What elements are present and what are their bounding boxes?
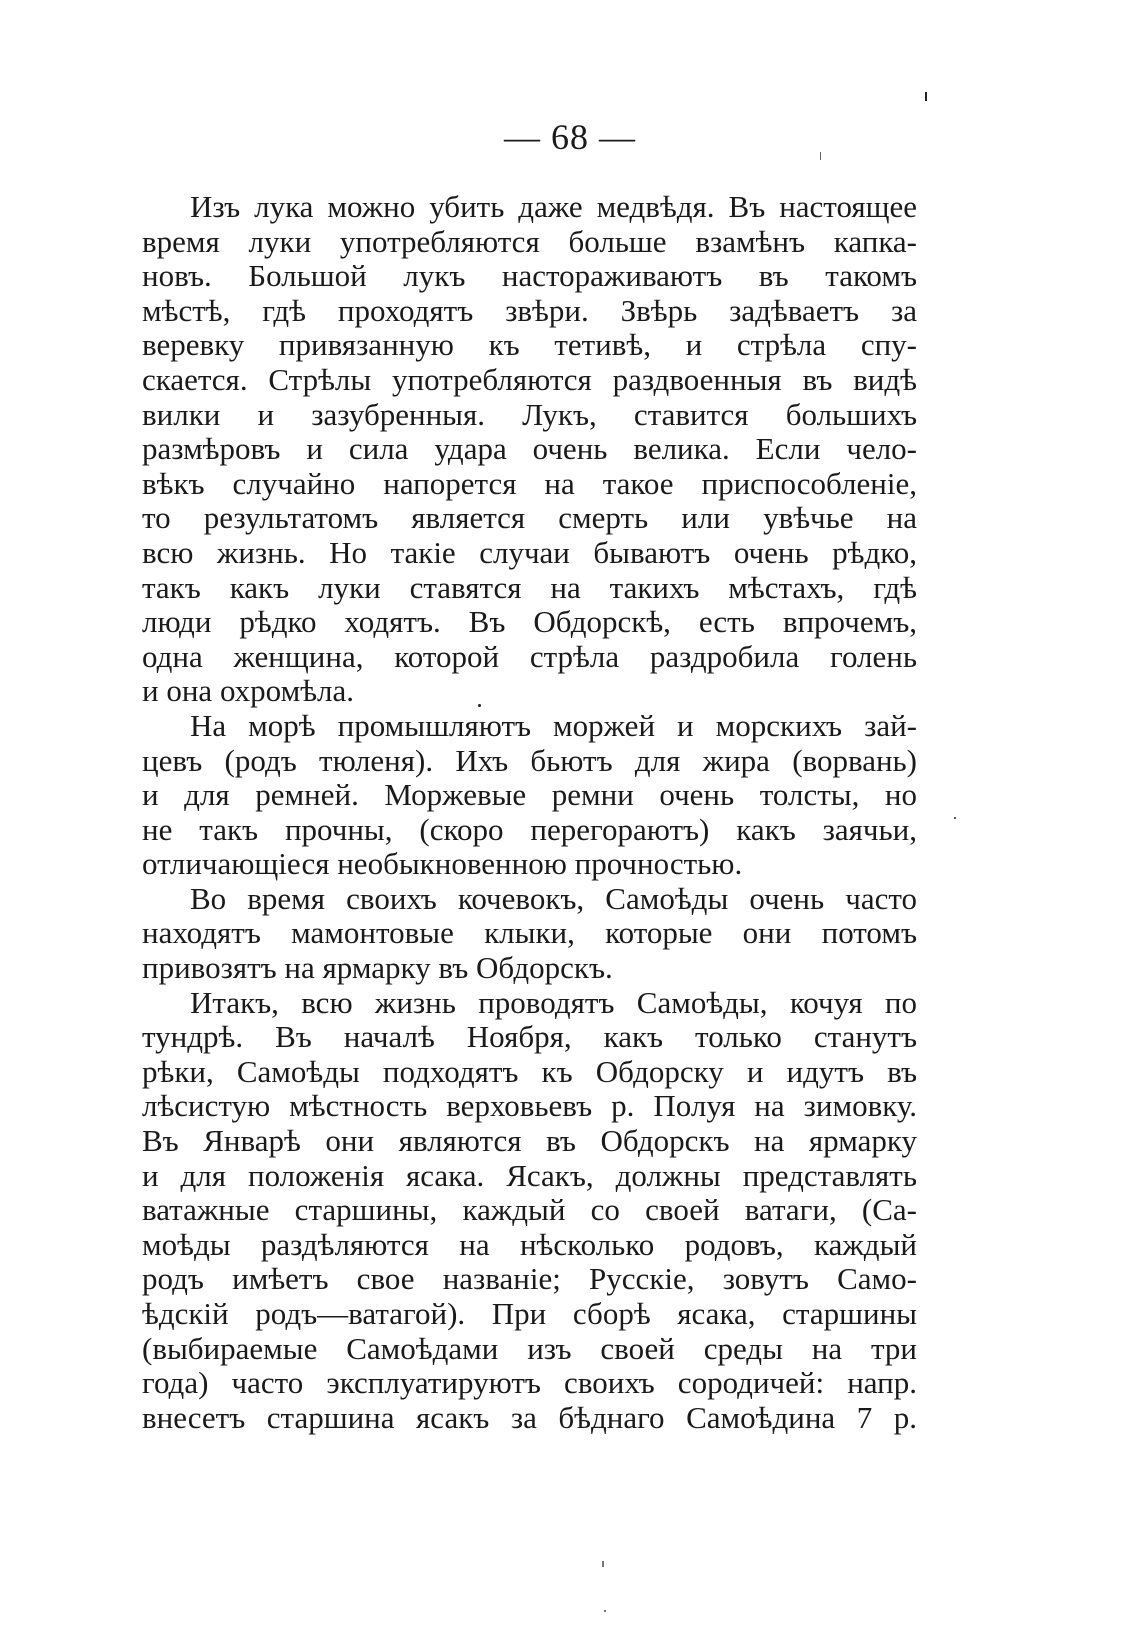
text-line: то результатомъ является смерть или увѣчье на: [142, 501, 917, 536]
text-line: тундрѣ. Въ началѣ Ноября, какъ только станутъ: [142, 1020, 917, 1055]
text-line: веревку привязанную къ тетивѣ, и стрѣла спу-: [142, 328, 917, 363]
text-line: родъ имѣетъ свое названіе; Русскіе, зовутъ Само-: [142, 1262, 917, 1297]
text-line: такъ какъ луки ставятся на такихъ мѣстахъ, гдѣ: [142, 570, 917, 605]
paragraph-3: [142, 882, 917, 986]
text-line: Во время своихъ кочевокъ, Самоѣды очень часто: [190, 881, 917, 916]
text-line: ватажные старшины, каждый со своей ватаги, (Са-: [142, 1193, 917, 1228]
text-line: и для ремней. Моржевые ремни очень толсты, но: [142, 778, 917, 813]
scan-speck: [925, 92, 927, 101]
text-line: находятъ мамонтовые клыки, которые они потомъ: [142, 916, 917, 951]
page-number: — 68 —: [504, 117, 636, 157]
text-line: время луки употребляются больше взамѣнъ капка-: [142, 224, 917, 259]
text-line: вѣкъ случайно напорется на такое приспособленіе,: [142, 466, 917, 501]
text-line: и для положенія ясака. Ясакъ, должны представлять: [142, 1158, 917, 1193]
text-line: и она охромѣла.: [142, 674, 355, 709]
text-line: всю жизнь. Но такіе случаи бываютъ очень рѣдко,: [142, 535, 917, 570]
text-line: внесетъ старшина ясакъ за бѣднаго Самоѣдина 7 р.: [142, 1400, 917, 1435]
text-line: На морѣ промышляютъ моржей и морскихъ зай-: [190, 708, 917, 743]
scan-speck: [954, 817, 956, 819]
text-line: привозятъ на ярмарку въ Обдорскъ.: [142, 951, 613, 986]
paragraph-2: [142, 709, 917, 882]
text-line: не такъ прочны, (скоро перегораютъ) какъ заячьи,: [142, 812, 917, 847]
text-line: Итакъ, всю жизнь проводятъ Самоѣды, кочуя по: [190, 985, 917, 1020]
text-line: Въ Январѣ они являются въ Обдорскъ на ярмарку: [142, 1124, 917, 1159]
text-line: ѣдскій родъ—ватагой). При сборѣ ясака, старшины: [142, 1297, 917, 1331]
text-line: размѣровъ и сила удара очень велика. Если чело-: [142, 432, 917, 467]
text-line: одна женщина, которой стрѣла раздробила голень: [142, 639, 917, 674]
scan-speck: [604, 1610, 606, 1612]
scan-speck: [602, 1561, 604, 1567]
paragraph-4: [142, 986, 917, 1436]
text-line: моѣды раздѣляются на нѣсколько родовъ, каждый: [142, 1227, 917, 1262]
text-line: вилки и зазубренныя. Лукъ, ставится большихъ: [142, 397, 917, 432]
body-text: [142, 190, 917, 1435]
text-line: цевъ (родъ тюленя). Ихъ бьютъ для жира (ворвань): [142, 743, 917, 778]
text-line: новъ. Большой лукъ настораживаютъ въ такомъ: [142, 259, 917, 294]
text-line: мѣстѣ, гдѣ проходятъ звѣри. Звѣрь задѣваетъ за: [142, 293, 917, 328]
text-line: лѣсистую мѣстность верховьевъ р. Полуя на зимовку.: [142, 1089, 917, 1124]
paragraph-1: [142, 190, 917, 709]
scan-speck: [478, 704, 481, 707]
text-line: люди рѣдко ходятъ. Въ Обдорскѣ, есть впрочемъ,: [142, 605, 917, 640]
text-line: скается. Стрѣлы употребляются раздвоенныя въ видѣ: [142, 362, 917, 397]
text-line: года) часто эксплуатируютъ своихъ сородичей: напр.: [142, 1366, 917, 1401]
text-line: Изъ лука можно убить даже медвѣдя. Въ настоящее: [190, 190, 917, 224]
scan-speck: [820, 152, 821, 160]
text-line: отличающіеся необыкновенною прочностью.: [142, 847, 743, 882]
text-line: (выбираемые Самоѣдами изъ своей среды на три: [142, 1331, 917, 1366]
text-line: рѣки, Самоѣды подходятъ къ Обдорску и идутъ въ: [142, 1054, 917, 1089]
